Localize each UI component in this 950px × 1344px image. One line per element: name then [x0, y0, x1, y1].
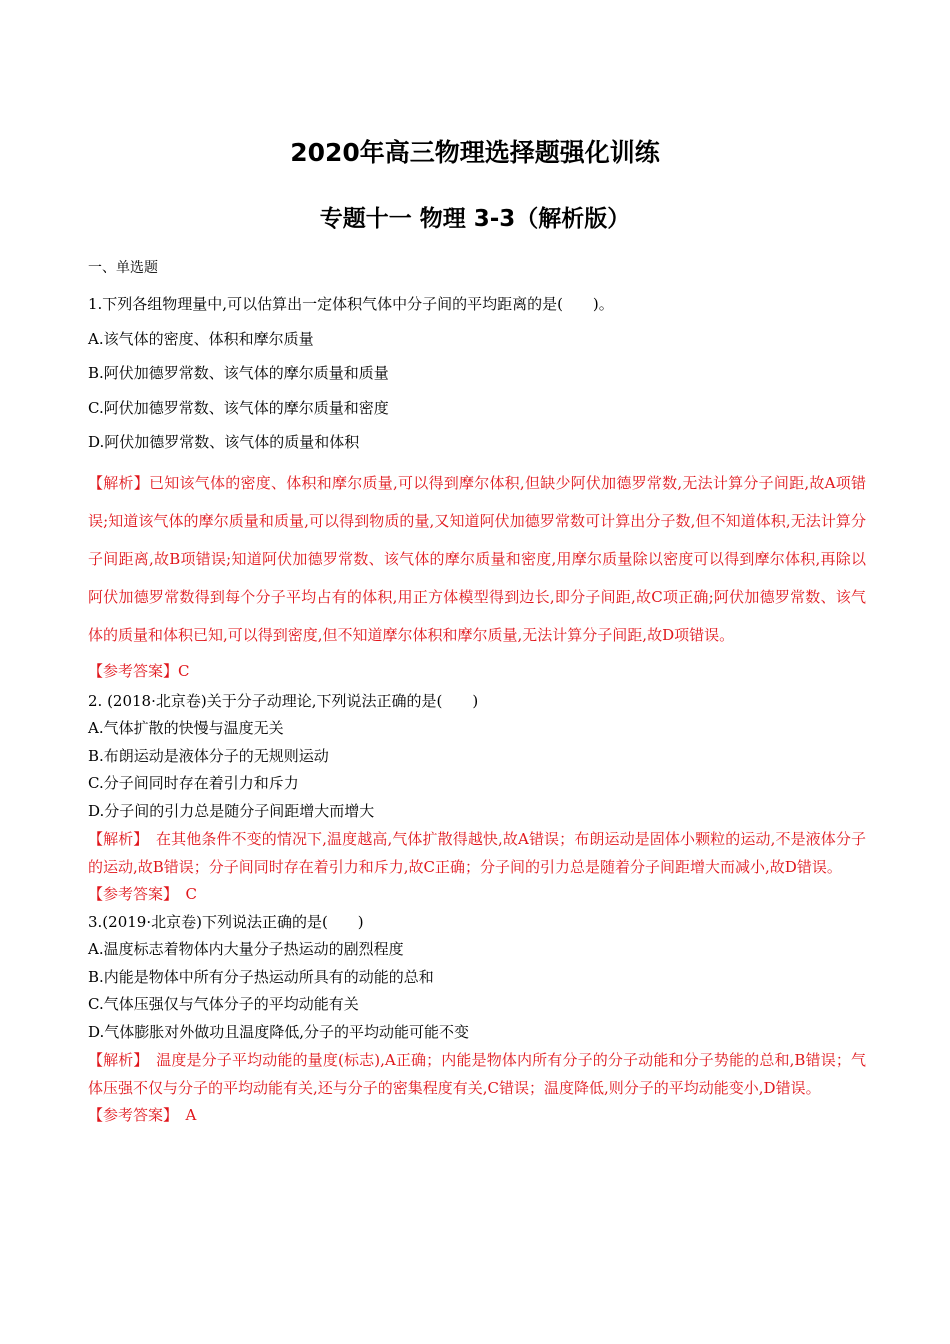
answer: [88, 1102, 866, 1130]
answer-value: A: [170, 1106, 197, 1124]
answer-value: C: [178, 661, 190, 680]
document-title: 2020年高三物理选择题强化训练: [290, 138, 660, 167]
question-stem: 3.(2019·北京卷)下列说法正确的是( ): [88, 912, 364, 931]
answer-label: 【参考答案】: [88, 885, 171, 903]
explanation-text: 温度是分子平均动能的量度(标志),A正确；内能是物体内所有分子的分子动能和分子势能的总和,B错误；气体压强不仅与分子的平均动能有关,还与分子的密集程度有关,C错误；温度降低,则分子的平均动能变小,D错误。: [88, 1051, 866, 1097]
section-heading: 一、单选题: [88, 260, 158, 276]
option-a: A.该气体的密度、体积和摩尔质量: [88, 329, 314, 348]
explanation: [88, 1046, 866, 1102]
question-stem: 2. (2018·北京卷)关于分子动理论,下列说法正确的是( ): [88, 691, 479, 710]
option-d: D.分子间的引力总是随分子间距增大而增大: [88, 801, 375, 820]
question-3: [88, 909, 866, 1130]
explanation: [88, 464, 866, 654]
explanation-text: 在其他条件不变的情况下,温度越高,气体扩散得越快,故A错误；布朗运动是固体小颗粒的运动,不是液体分子的运动,故B错误；分子间同时存在着引力和斥力,故C正确；分子间的引力总是随着分子间距增大而减小,故D错误。: [88, 830, 866, 876]
explanation-label: 【解析】: [88, 830, 141, 848]
option-b: B.内能是物体中所有分子热运动所具有的动能的总和: [88, 967, 434, 986]
answer: [88, 654, 866, 688]
option-b: B.布朗运动是液体分子的无规则运动: [88, 746, 329, 765]
option-b: B.阿伏加德罗常数、该气体的摩尔质量和质量: [88, 364, 389, 382]
explanation: [88, 825, 866, 881]
question-1: [88, 287, 866, 688]
question-2: [88, 688, 866, 909]
option-a: A.气体扩散的快慢与温度无关: [88, 719, 284, 737]
document-subtitle: 专题十一 物理 3-3（解析版）: [319, 206, 631, 232]
option-d: D.气体膨胀对外做功且温度降低,分子的平均动能可能不变: [88, 1022, 470, 1041]
option-c: C.分子间同时存在着引力和斥力: [88, 774, 299, 792]
explanation-label: 【解析】: [88, 1051, 142, 1069]
option-c: C.气体压强仅与气体分子的平均动能有关: [88, 995, 359, 1013]
answer-label: 【参考答案】: [88, 1106, 171, 1124]
option-c: C.阿伏加德罗常数、该气体的摩尔质量和密度: [88, 398, 389, 417]
question-list: [88, 287, 866, 1130]
explanation-label: 【解析】: [88, 473, 149, 492]
answer: [88, 881, 866, 909]
explanation-text: 已知该气体的密度、体积和摩尔质量,可以得到摩尔体积,但缺少阿伏加德罗常数,无法计算分子间距,故A项错误;知道该气体的摩尔质量和质量,可以得到物质的量,又知道阿伏加德罗常数可计算出分子数,但不知道体积,无法计算分子间距离,故B项错误;知道阿伏加德罗常数、该气体的摩尔质量和密度,用摩尔质量除以密度可以得到摩尔体积,再除以阿伏加德罗常数得到每个分子平均占有的体积,用正方体模型得到边长,即分子间距,故C项正确;阿伏加德罗常数、该气体的质量和体积已知,可以得到密度,但不知道摩尔体积和摩尔质量,无法计算分子间距,故D项错误。: [88, 473, 866, 644]
question-stem: 1.下列各组物理量中,可以估算出一定体积气体中分子间的平均距离的是( )。: [88, 295, 614, 313]
option-a: A.温度标志着物体内大量分子热运动的剧烈程度: [88, 940, 404, 958]
answer-value: C: [170, 885, 197, 903]
option-d: D.阿伏加德罗常数、该气体的质量和体积: [88, 433, 360, 451]
answer-label: 【参考答案】: [88, 661, 179, 680]
